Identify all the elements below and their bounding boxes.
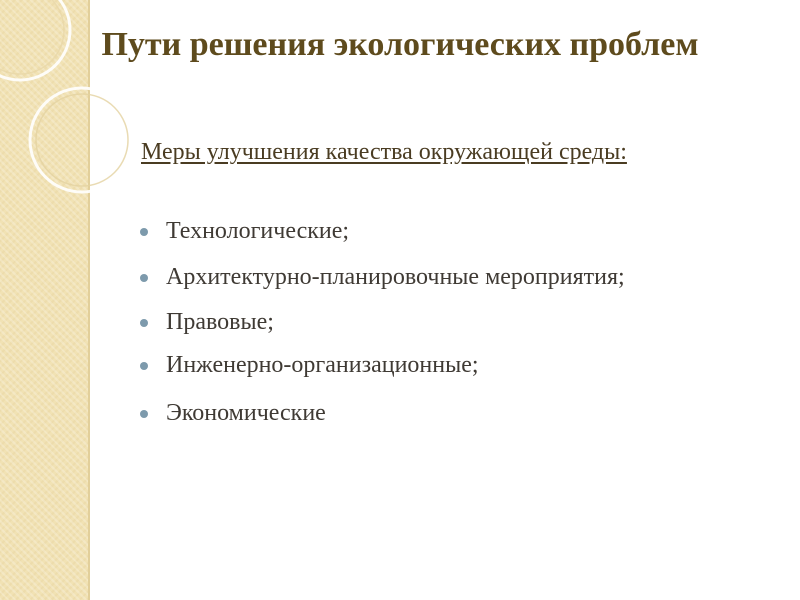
bullet-icon (140, 319, 148, 327)
bullet-icon (140, 410, 148, 418)
bullet-icon (140, 274, 148, 282)
bullet-icon (140, 362, 148, 370)
list-item-label: Архитектурно-планировочные мероприятия; (166, 264, 625, 290)
bullet-icon (140, 228, 148, 236)
list-item-label: Правовые; (166, 309, 274, 335)
measures-subheading: Меры улучшения качества окружающей среды: (141, 139, 627, 165)
slide-title: Пути решения экологических проблем (101, 26, 699, 63)
list-item-label: Инженерно-организационные; (166, 352, 479, 378)
list-item-label: Технологические; (166, 218, 350, 244)
list-item-label: Экономические (166, 400, 326, 426)
